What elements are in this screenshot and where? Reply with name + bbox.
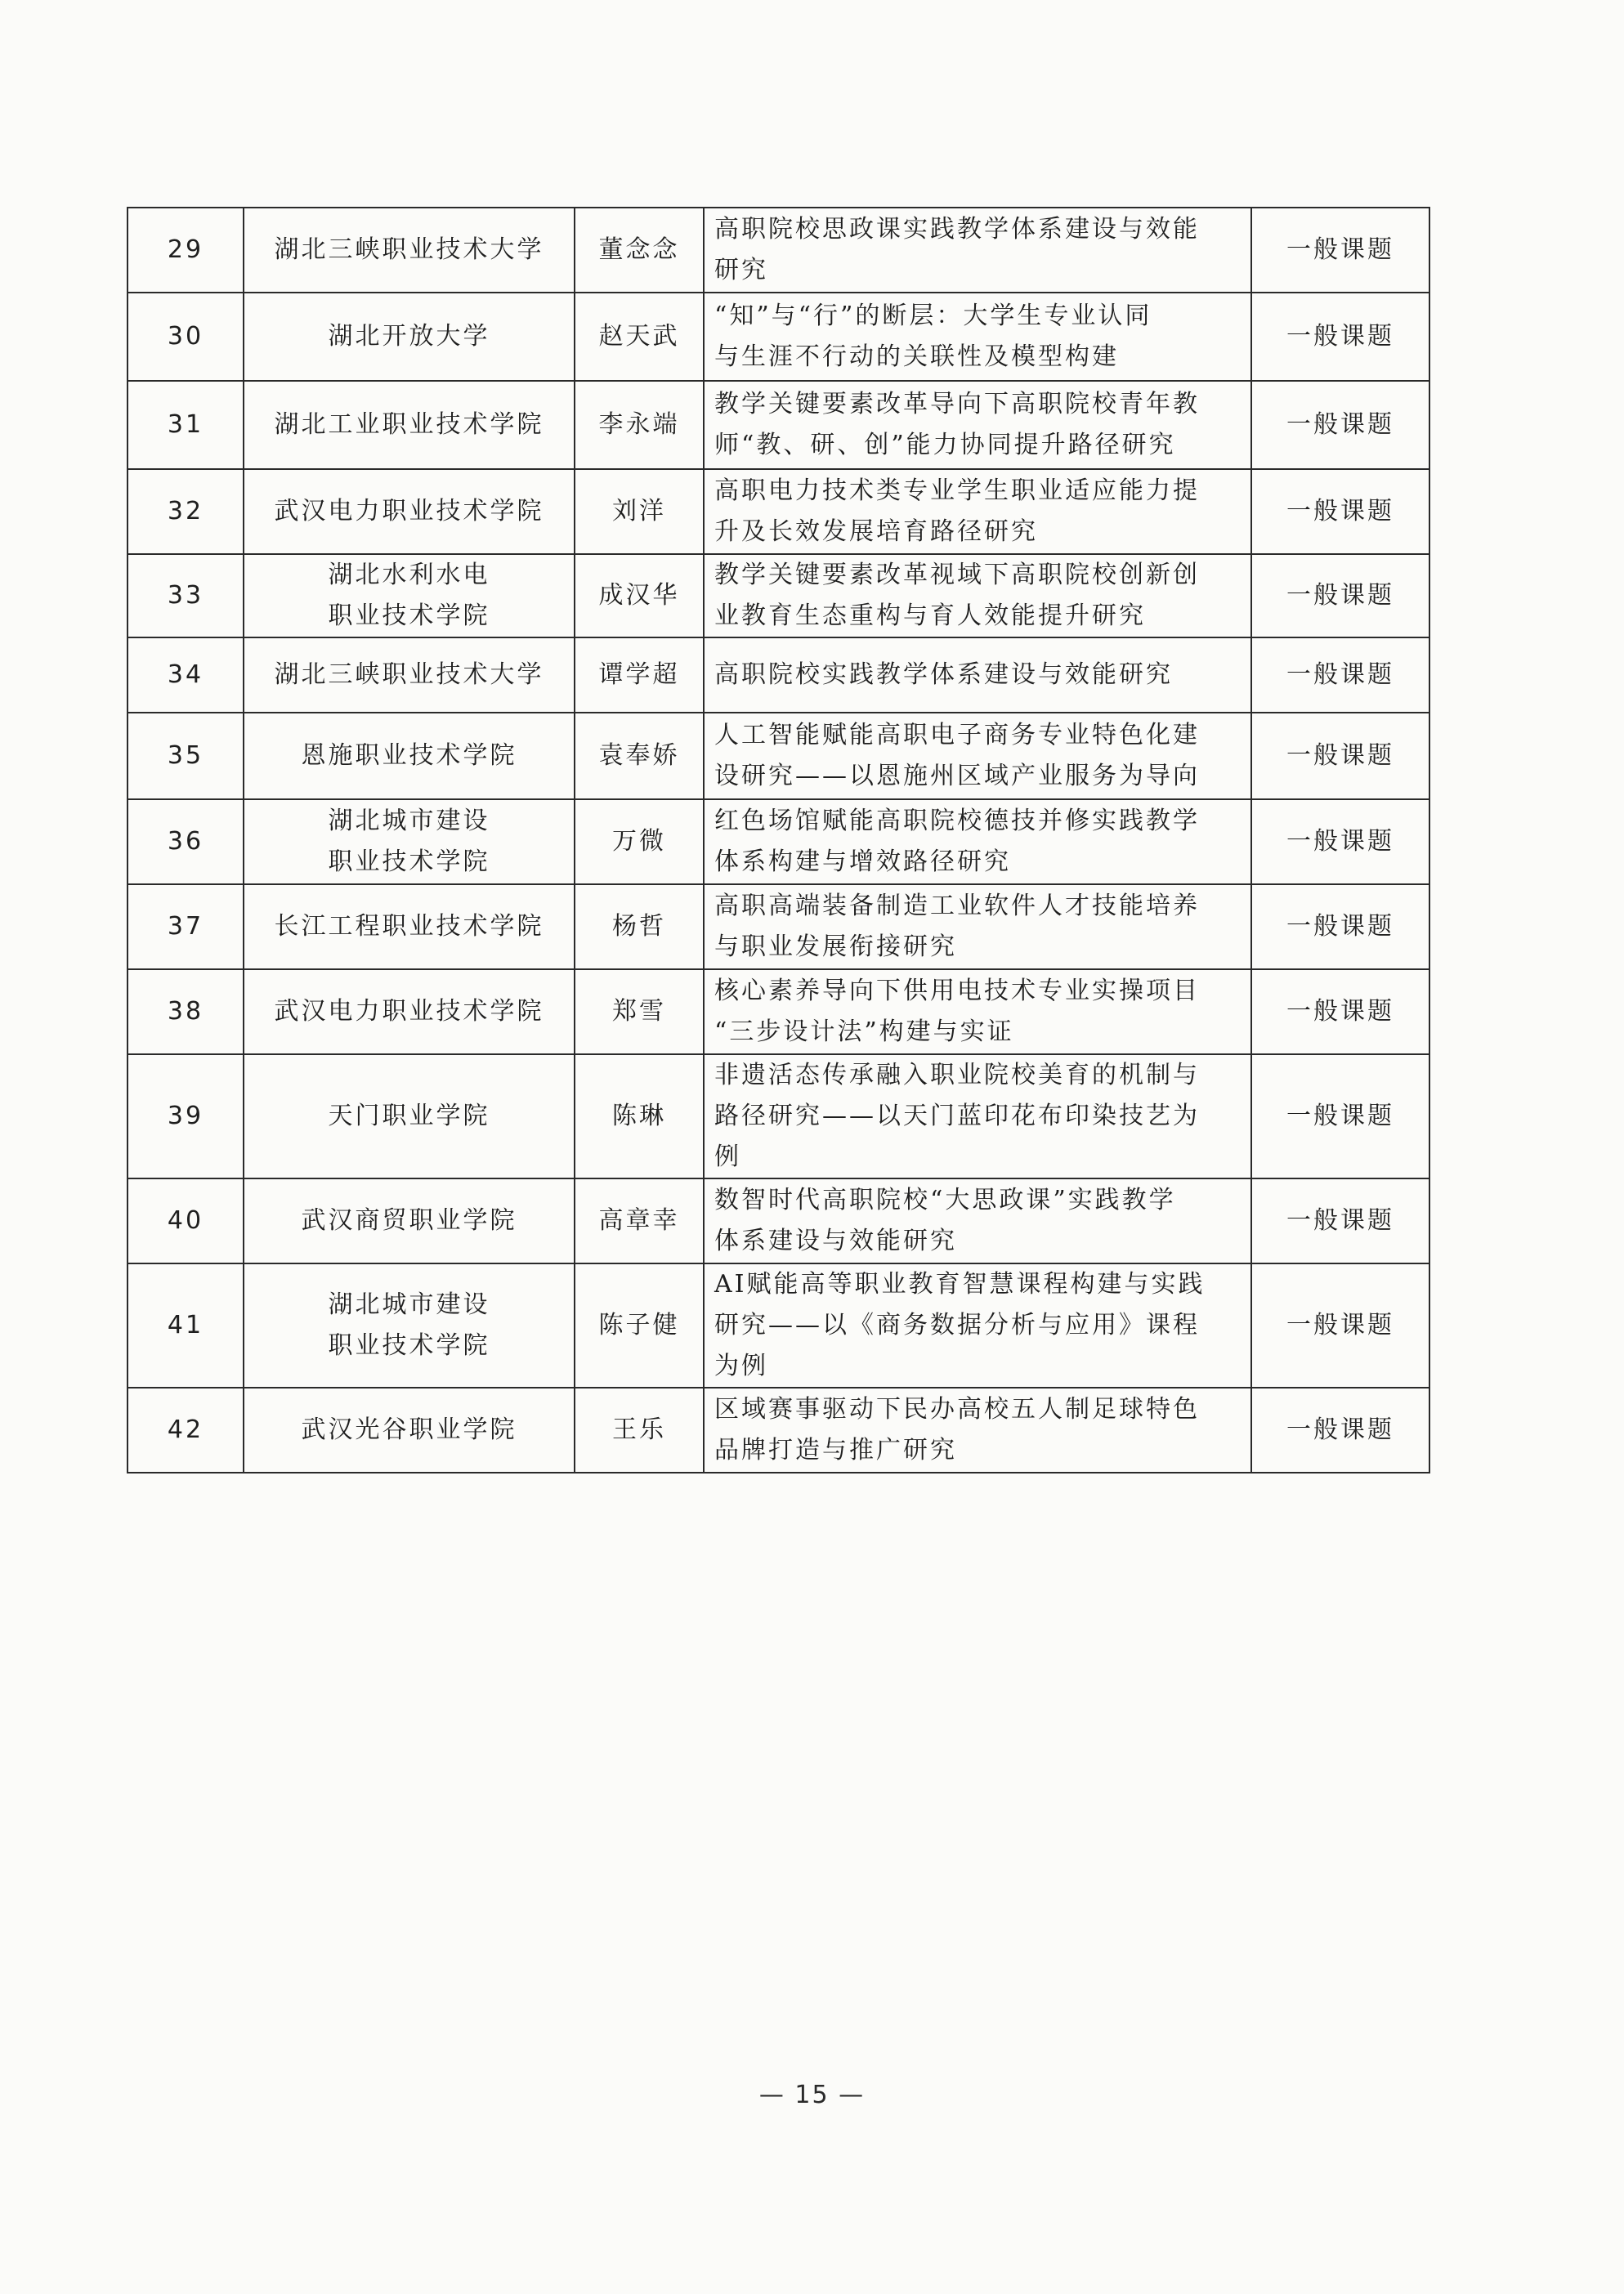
row-number-cell: 33 [128,554,244,637]
principal-investigator-cell: 王乐 [575,1388,704,1473]
school-cell [244,208,575,293]
project-title-cell [704,1178,1251,1263]
school-cell [244,969,575,1054]
project-title-line: 区域赛事驱动下民办高校五人制足球特色 [714,1395,1200,1424]
project-title-line: 体系建设与效能研究 [714,1227,957,1255]
project-type-cell: 一般课题 [1251,1263,1429,1388]
project-title-cell [704,1388,1251,1473]
project-title-line: 高职高端装备制造工业软件人才技能培养 [714,892,1200,920]
school-cell [244,554,575,637]
project-type-cell: 一般课题 [1251,208,1429,293]
table-row [128,381,1429,469]
school-name-line: 湖北三峡职业技术大学 [274,235,544,264]
project-title-line: 业教育生态重构与育人效能提升研究 [714,601,1146,630]
project-type-cell: 一般课题 [1251,1054,1429,1178]
principal-investigator-cell: 成汉华 [575,554,704,637]
table-row [128,713,1429,799]
project-type-cell: 一般课题 [1251,469,1429,554]
school-name-line: 湖北水利水电 [328,561,490,589]
project-title-cell [704,884,1251,969]
row-number-cell: 31 [128,381,244,469]
project-title-cell [704,293,1251,381]
school-cell [244,637,575,713]
project-title-line: 教学关键要素改革视域下高职院校创新创 [714,561,1200,589]
project-type-cell: 一般课题 [1251,713,1429,799]
project-table [127,207,1430,1473]
project-table-body [128,208,1429,1473]
project-title-cell [704,469,1251,554]
table-row [128,637,1429,713]
project-title-cell [704,381,1251,469]
principal-investigator-cell: 杨哲 [575,884,704,969]
project-title-line: 体系构建与增效路径研究 [714,847,1011,876]
principal-investigator-cell: 董念念 [575,208,704,293]
table-row [128,1178,1429,1263]
principal-investigator-cell: 赵天武 [575,293,704,381]
row-number-cell: 34 [128,637,244,713]
project-title-line: 研究——以《商务数据分析与应用》课程 [714,1311,1200,1339]
project-title-line: 例 [714,1143,741,1171]
school-cell [244,1388,575,1473]
school-cell [244,799,575,884]
project-title-line: AI赋能高等职业教育智慧课程构建与实践 [714,1270,1206,1299]
school-cell [244,1054,575,1178]
project-title-cell [704,554,1251,637]
school-cell [244,1263,575,1388]
school-name-line: 天门职业学院 [328,1102,490,1130]
project-type-cell: 一般课题 [1251,799,1429,884]
row-number-cell: 36 [128,799,244,884]
project-title-cell [704,799,1251,884]
project-type-cell: 一般课题 [1251,1178,1429,1263]
principal-investigator-cell: 高章幸 [575,1178,704,1263]
principal-investigator-cell: 陈琳 [575,1054,704,1178]
school-cell [244,381,575,469]
row-number-cell: 32 [128,469,244,554]
project-title-line: 师“教、研、创”能力协同提升路径研究 [714,431,1176,459]
project-title-line: 与职业发展衔接研究 [714,932,957,961]
school-name-line: 湖北城市建设 [328,1290,490,1319]
project-title-line: 研究 [714,256,768,284]
table-row [128,469,1429,554]
table-row [128,1054,1429,1178]
project-type-cell: 一般课题 [1251,637,1429,713]
school-name-line: 武汉商贸职业学院 [301,1206,517,1235]
school-cell [244,293,575,381]
table-row [128,208,1429,293]
project-title-line: 设研究——以恩施州区域产业服务为导向 [714,762,1200,790]
project-title-line: 高职院校实践教学体系建设与效能研究 [714,660,1173,689]
project-title-line: 人工智能赋能高职电子商务专业特色化建 [714,721,1200,749]
project-title-line: 升及长效发展培育路径研究 [714,517,1038,546]
project-type-cell: 一般课题 [1251,293,1429,381]
school-name-line: 湖北城市建设 [328,807,490,835]
principal-investigator-cell: 袁奉娇 [575,713,704,799]
project-title-cell [704,1054,1251,1178]
principal-investigator-cell: 万微 [575,799,704,884]
project-title-line: 教学关键要素改革导向下高职院校青年教 [714,390,1200,418]
table-row [128,293,1429,381]
school-name-line: 职业技术学院 [328,601,490,630]
project-title-line: 为例 [714,1352,768,1380]
project-title-line: 核心素养导向下供用电技术专业实操项目 [714,977,1200,1005]
row-number-cell: 35 [128,713,244,799]
project-title-line: 高职电力技术类专业学生职业适应能力提 [714,476,1200,505]
project-title-cell [704,713,1251,799]
project-title-cell [704,1263,1251,1388]
project-title-line: 品牌打造与推广研究 [714,1436,957,1464]
school-name-line: 恩施职业技术学院 [301,741,517,770]
project-title-line: 数智时代高职院校“大思政课”实践教学 [714,1186,1176,1214]
school-name-line: 长江工程职业技术学院 [274,912,544,941]
project-type-cell: 一般课题 [1251,1388,1429,1473]
project-type-cell: 一般课题 [1251,554,1429,637]
table-row [128,799,1429,884]
school-name-line: 湖北工业职业技术学院 [274,410,544,439]
project-title-line: 非遗活态传承融入职业院校美育的机制与 [714,1061,1200,1089]
table-row [128,969,1429,1054]
row-number-cell: 42 [128,1388,244,1473]
school-name-line: 职业技术学院 [328,1331,490,1360]
page-number: — 15 — [758,2081,866,2109]
school-name-line: 武汉电力职业技术学院 [274,497,544,525]
project-type-cell: 一般课题 [1251,884,1429,969]
row-number-cell: 39 [128,1054,244,1178]
project-title-cell [704,969,1251,1054]
table-row [128,884,1429,969]
row-number-cell: 38 [128,969,244,1054]
principal-investigator-cell: 李永端 [575,381,704,469]
row-number-cell: 40 [128,1178,244,1263]
project-title-line: 与生涯不行动的关联性及模型构建 [714,342,1119,371]
project-title-cell [704,208,1251,293]
project-type-cell: 一般课题 [1251,381,1429,469]
principal-investigator-cell: 陈子健 [575,1263,704,1388]
row-number-cell: 30 [128,293,244,381]
row-number-cell: 29 [128,208,244,293]
school-name-line: 武汉电力职业技术学院 [274,997,544,1026]
school-name-line: 湖北三峡职业技术大学 [274,660,544,689]
school-name-line: 职业技术学院 [328,847,490,876]
school-cell [244,884,575,969]
school-cell [244,1178,575,1263]
project-title-line: 红色场馆赋能高职院校德技并修实践教学 [714,807,1200,835]
school-cell [244,469,575,554]
principal-investigator-cell: 郑雪 [575,969,704,1054]
school-cell [244,713,575,799]
row-number-cell: 37 [128,884,244,969]
principal-investigator-cell: 谭学超 [575,637,704,713]
principal-investigator-cell: 刘洋 [575,469,704,554]
table-row [128,1263,1429,1388]
table-row [128,554,1429,637]
project-title-line: “知”与“行”的断层：大学生专业认同 [714,302,1152,330]
project-title-line: 高职院校思政课实践教学体系建设与效能 [714,215,1200,244]
project-type-cell: 一般课题 [1251,969,1429,1054]
project-title-cell [704,637,1251,713]
table-row [128,1388,1429,1473]
project-title-line: “三步设计法”构建与实证 [714,1017,1014,1046]
project-title-line: 路径研究——以天门蓝印花布印染技艺为 [714,1102,1200,1130]
school-name-line: 湖北开放大学 [328,322,490,351]
row-number-cell: 41 [128,1263,244,1388]
school-name-line: 武汉光谷职业学院 [301,1415,517,1444]
